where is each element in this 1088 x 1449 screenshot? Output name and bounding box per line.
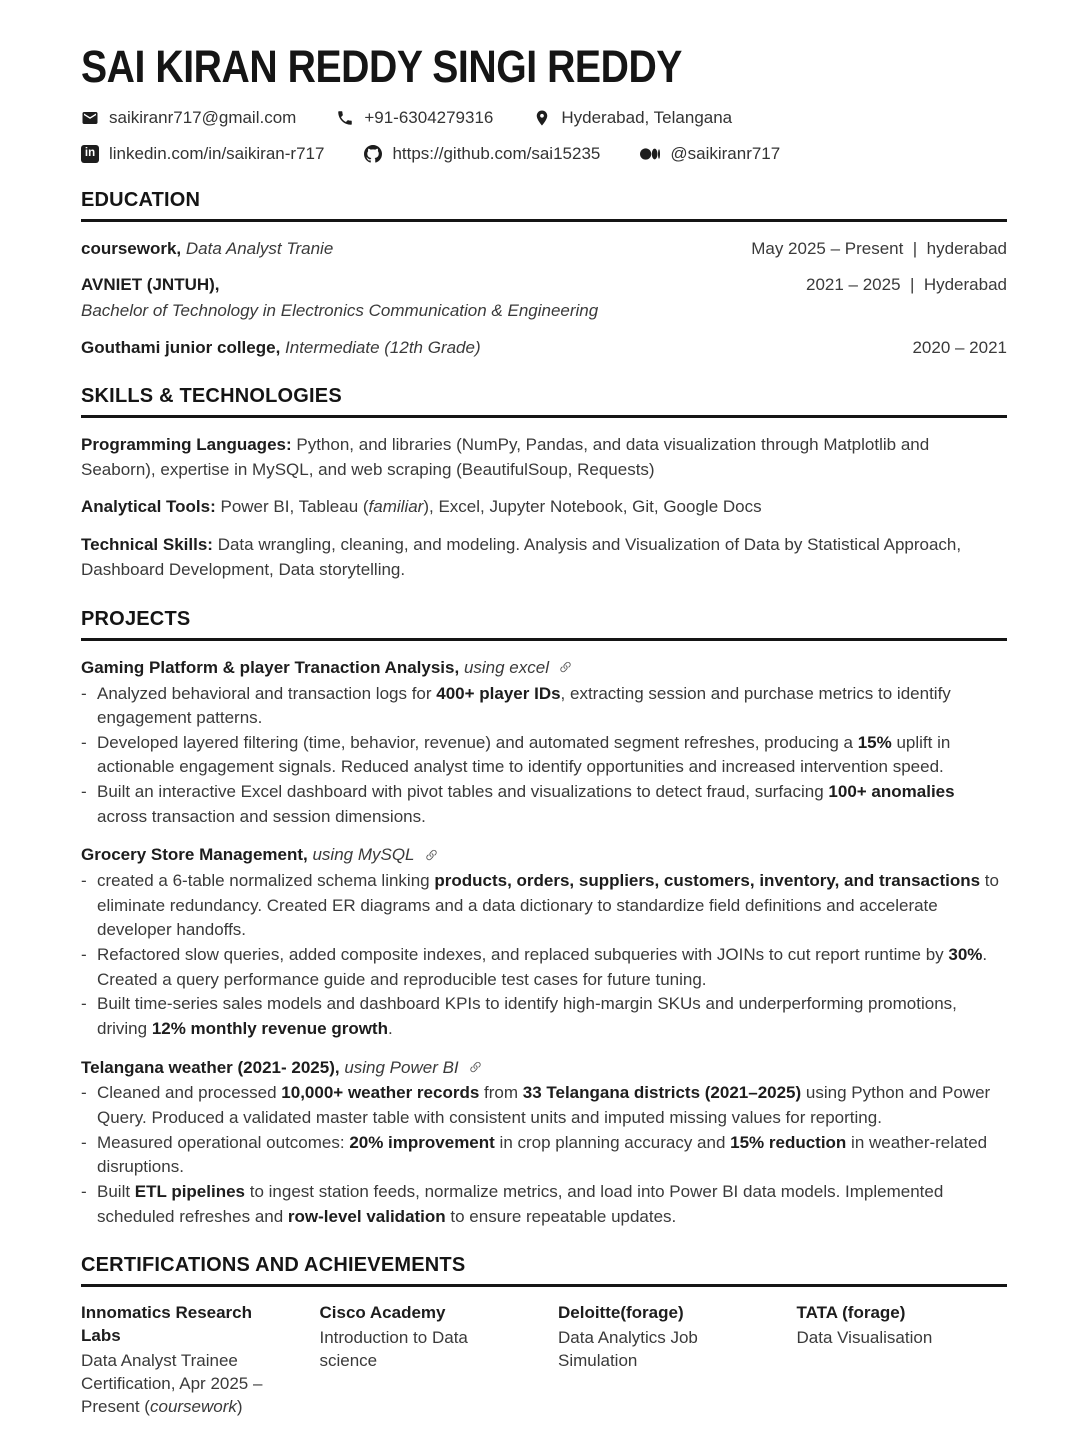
medium-icon (640, 147, 660, 161)
project-bullet: - Developed layered filtering (time, behavior, revenue) and automated segment refreshes, producing a 15% uplift in actionable engagement signals. Reduced analyst time to identify opportunities and increased intervention speed. (81, 731, 1007, 780)
email-text: saikiranr717@gmail.com (109, 107, 297, 127)
cert-description: Data Analytics Job Simulation (558, 1328, 698, 1371)
skill-line-programming: Programming Languages: Python, and libraries (NumPy, Pandas, and data visualization through Matplotlib and Seaborn), expertise in MySQL, and web scraping (BeautifulSoup, Requests) (81, 434, 930, 479)
bullet-dash: - (81, 1182, 87, 1202)
candidate-name: SAI KIRAN REDDY SINGI REDDY (81, 41, 682, 92)
linkedin-text: linkedin.com/in/saikiran-r717 (109, 143, 325, 163)
github-text: https://github.com/sai15235 (392, 143, 601, 163)
link-icon[interactable] (424, 848, 439, 863)
bullet-dash: - (81, 945, 87, 965)
project-gaming-platform (81, 656, 1007, 830)
cert-description: Data Analyst Trainee Certification, Apr 2025 – Present (coursework) (81, 1351, 263, 1417)
medium-text: @saikiranr717 (670, 143, 781, 163)
project-grocery-store (81, 843, 1007, 1041)
phone-contact (336, 108, 493, 128)
bullet-dash: - (81, 683, 87, 703)
linkedin-contact[interactable] (81, 144, 324, 164)
projects-heading: PROJECTS (81, 608, 1007, 641)
github-contact[interactable] (364, 144, 600, 164)
section-certifications (81, 1254, 1007, 1419)
email-icon (81, 109, 99, 127)
bullet-dash: - (81, 782, 87, 802)
education-row (81, 237, 1007, 261)
linkedin-icon: in (81, 145, 99, 163)
project-bullet: - Refactored slow queries, added composite indexes, and replaced subqueries with JOINs to cut report runtime by 30%. Created a query performance guide and reproducible test cases for future tuning. (81, 943, 1007, 992)
cert-name: Deloitte(forage) (558, 1303, 684, 1323)
project-title-text: Gaming Platform & player Tranaction Analysis, using excel (81, 657, 549, 677)
project-bullet: - Measured operational outcomes: 20% improvement in crop planning accuracy and 15% reduction in weather-related disruptions. (81, 1131, 1007, 1180)
education-degree (81, 273, 598, 323)
email-contact[interactable] (81, 108, 296, 128)
skill-line-technical: Technical Skills: Data wrangling, cleaning, and modeling. Analysis and Visualization of Data by Statistical Approach, Dashboard Development, Data storytelling. (81, 535, 962, 579)
project-bullet: - Built ETL pipelines to ingest station feeds, normalize metrics, and load into Power BI data models. Implemented scheduled refreshes and row-level validation to ensure repeatable updates. (81, 1180, 1007, 1229)
project-telangana-weather (81, 1056, 1007, 1230)
medium-contact[interactable] (640, 144, 780, 164)
cert-tata (797, 1302, 1008, 1419)
location-text: Hyderabad, Telangana (561, 107, 733, 127)
link-icon[interactable] (468, 1060, 483, 1075)
cert-description: Introduction to Data science (319, 1328, 468, 1371)
skills-heading: SKILLS & TECHNOLOGIES (81, 385, 1007, 418)
cert-deloitte (558, 1302, 769, 1419)
cert-name: Cisco Academy (319, 1303, 446, 1323)
project-title-text: Grocery Store Management, using MySQL (81, 845, 415, 865)
education-date-location: May 2025 – Present | hyderabad (751, 238, 1007, 258)
bullet-dash: - (81, 1083, 87, 1103)
section-education (81, 189, 1007, 360)
certifications-grid (81, 1302, 1007, 1419)
education-date-location: 2020 – 2021 (912, 337, 1007, 357)
section-skills (81, 385, 1007, 583)
contact-row-2 (81, 144, 1007, 164)
project-title (81, 1056, 1007, 1080)
phone-icon (336, 109, 354, 127)
education-degree: Gouthami junior college, Intermediate (12th Grade) (81, 337, 481, 357)
bullet-dash: - (81, 1132, 87, 1152)
education-row (81, 336, 1007, 360)
project-title (81, 843, 1007, 867)
link-icon[interactable] (558, 660, 573, 675)
resume-header (81, 42, 1007, 164)
cert-name: TATA (forage) (796, 1303, 906, 1323)
project-bullet: - Built an interactive Excel dashboard with pivot tables and visualizations to detect fraud, surfacing 100+ anomalies across transaction and session dimensions. (81, 780, 1007, 829)
project-bullet: - Analyzed behavioral and transaction logs for 400+ player IDs, extracting session and purchase metrics to identify engagement patterns. (81, 682, 1007, 731)
project-bullet: - Cleaned and processed 10,000+ weather records from 33 Telangana districts (2021–2025) using Python and Power Query. Produced a validated master table with consistent units and imputed missing values for reporting. (81, 1081, 1007, 1130)
skill-line-analytical: Analytical Tools: Power BI, Tableau (familiar), Excel, Jupyter Notebook, Git, Google Docs (81, 497, 762, 517)
cert-cisco (320, 1302, 531, 1419)
location-icon (533, 109, 551, 127)
project-title-text: Telangana weather (2021- 2025), using Power BI (81, 1057, 459, 1077)
education-degree: coursework, Data Analyst Tranie (81, 238, 334, 258)
certifications-heading: CERTIFICATIONS AND ACHIEVEMENTS (81, 1254, 1007, 1287)
bullet-dash: - (81, 871, 87, 891)
bullet-dash: - (81, 994, 87, 1014)
cert-innomatics (81, 1302, 292, 1419)
project-bullet: - Built time-series sales models and dashboard KPIs to identify high-margin SKUs and underperforming promotions, driving 12% monthly revenue growth. (81, 992, 1007, 1041)
section-projects (81, 608, 1007, 1230)
bullet-dash: - (81, 732, 87, 752)
education-heading: EDUCATION (81, 189, 1007, 222)
cert-description: Data Visualisation (796, 1328, 933, 1348)
project-bullet: - created a 6-table normalized schema linking products, orders, suppliers, customers, inventory, and transactions to eliminate redundancy. Created ER diagrams and a data dictionary to standardize field definitions and accelerate developer handoffs. (81, 869, 1007, 943)
phone-text: +91-6304279316 (364, 107, 494, 127)
github-icon (364, 145, 382, 163)
cert-name: Innomatics Research Labs (81, 1303, 253, 1346)
contact-row-1 (81, 108, 1007, 128)
project-title (81, 656, 1007, 680)
education-program: Bachelor of Technology in Electronics Communication & Engineering (81, 301, 599, 321)
location-contact (533, 108, 732, 128)
education-date-location: 2021 – 2025 | Hyderabad (805, 275, 1007, 295)
education-row (81, 273, 1007, 323)
education-school: AVNIET (JNTUH), (81, 275, 220, 295)
